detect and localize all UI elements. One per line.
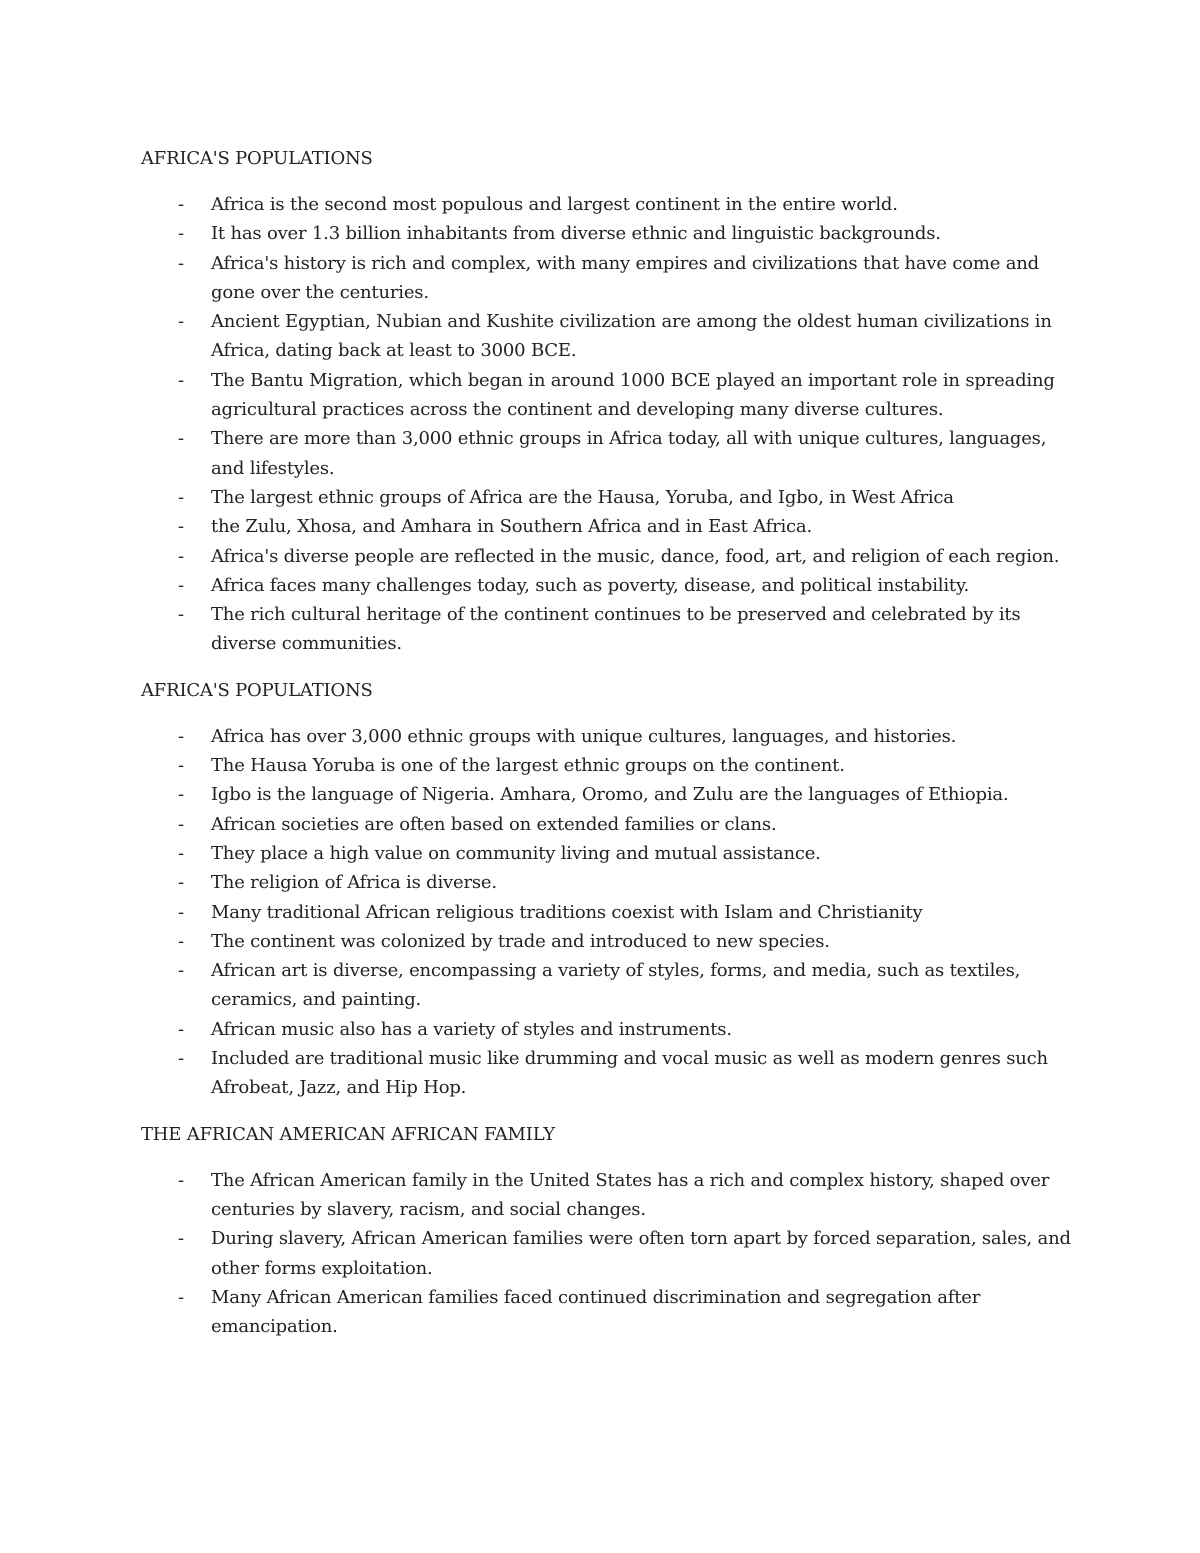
list-item-text: Africa faces many challenges today, such as poverty, disease, and political instability. bbox=[211, 574, 970, 596]
list-item-text: Igbo is the language of Nigeria. Amhara, Oromo, and Zulu are the languages of Ethiopia. bbox=[211, 784, 1009, 806]
list-item bbox=[141, 1283, 1071, 1342]
list-item-text: Africa's history is rich and complex, with many empires and civilizations that have come and gone over the centuries. bbox=[211, 252, 1039, 303]
list-item-text: During slavery, African American families were often torn apart by forced separation, sales, and other forms exploitation. bbox=[211, 1228, 1071, 1279]
list-item-text: African art is diverse, encompassing a variety of styles, forms, and media, such as textiles, ceramics, and painting. bbox=[211, 960, 1021, 1011]
list-item bbox=[141, 898, 1071, 927]
list-item-text: Included are traditional music like drumming and vocal music as well as modern genres such Afrobeat, Jazz, and Hip Hop. bbox=[211, 1048, 1048, 1099]
list-item bbox=[141, 190, 1071, 219]
bullet-dash: - bbox=[178, 930, 184, 952]
bullet-dash: - bbox=[178, 960, 184, 982]
bullet-dash: - bbox=[178, 369, 184, 391]
bullet-dash: - bbox=[178, 516, 184, 538]
list-item bbox=[141, 483, 1071, 512]
bullet-dash: - bbox=[178, 1228, 184, 1250]
list-item bbox=[141, 1166, 1071, 1225]
bullet-dash: - bbox=[178, 872, 184, 894]
bullet-dash: - bbox=[178, 574, 184, 596]
list-item bbox=[141, 1015, 1071, 1044]
list-item-text: African music also has a variety of styles and instruments. bbox=[211, 1018, 732, 1040]
list-item bbox=[141, 219, 1071, 248]
list-item bbox=[141, 1224, 1071, 1283]
list-item bbox=[141, 956, 1071, 1015]
list-item bbox=[141, 249, 1071, 308]
section-heading: THE AFRICAN AMERICAN AFRICAN FAMILY bbox=[141, 1123, 555, 1145]
list-item-text: The rich cultural heritage of the continent continues to be preserved and celebrated by its diverse communities. bbox=[211, 604, 1021, 655]
bullet-dash: - bbox=[178, 813, 184, 835]
list-item-text: The Hausa Yoruba is one of the largest ethnic groups on the continent. bbox=[211, 755, 845, 777]
list-item bbox=[141, 868, 1071, 897]
list-item bbox=[141, 542, 1071, 571]
section-heading: AFRICA'S POPULATIONS bbox=[141, 679, 373, 701]
list-item bbox=[141, 810, 1071, 839]
list-item-text: The largest ethnic groups of Africa are the Hausa, Yoruba, and Igbo, in West Africa bbox=[211, 486, 954, 508]
bullet-list bbox=[141, 190, 1071, 659]
bullet-dash: - bbox=[178, 1048, 184, 1070]
bullet-dash: - bbox=[178, 428, 184, 450]
bullet-dash: - bbox=[178, 223, 184, 245]
list-item-text: Africa has over 3,000 ethnic groups with unique cultures, languages, and histories. bbox=[211, 725, 957, 747]
bullet-dash: - bbox=[178, 901, 184, 923]
list-item-text: The religion of Africa is diverse. bbox=[211, 872, 497, 894]
list-item-text: There are more than 3,000 ethnic groups in Africa today, all with unique cultures, languages, and lifestyles. bbox=[211, 428, 1047, 479]
bullet-list bbox=[141, 722, 1071, 1103]
bullet-dash: - bbox=[178, 1018, 184, 1040]
list-item bbox=[141, 424, 1071, 483]
list-item-text: Many traditional African religious traditions coexist with Islam and Christianity bbox=[211, 901, 923, 923]
bullet-dash: - bbox=[178, 1169, 184, 1191]
bullet-dash: - bbox=[178, 604, 184, 626]
list-item-text: They place a high value on community living and mutual assistance. bbox=[211, 842, 821, 864]
bullet-dash: - bbox=[178, 486, 184, 508]
bullet-dash: - bbox=[178, 1286, 184, 1308]
list-item bbox=[141, 751, 1071, 780]
list-item bbox=[141, 366, 1071, 425]
list-item bbox=[141, 722, 1071, 751]
list-item-text: Many African American families faced continued discrimination and segregation after emancipation. bbox=[211, 1286, 981, 1338]
bullet-dash: - bbox=[178, 784, 184, 806]
bullet-dash: - bbox=[178, 252, 184, 274]
list-item bbox=[141, 1044, 1071, 1103]
bullet-dash: - bbox=[178, 545, 184, 567]
bullet-dash: - bbox=[178, 725, 184, 747]
section-heading: AFRICA'S POPULATIONS bbox=[141, 148, 373, 169]
list-item bbox=[141, 927, 1071, 956]
list-item-text: The African American family in the United States has a rich and complex history, shaped over centuries by slavery, racism, and social changes. bbox=[211, 1169, 1050, 1220]
list-item-text: It has over 1.3 billion inhabitants from diverse ethnic and linguistic backgrounds. bbox=[211, 223, 941, 245]
list-item-text: the Zulu, Xhosa, and Amhara in Southern Africa and in East Africa. bbox=[211, 516, 812, 538]
list-item-text: African societies are often based on extended families or clans. bbox=[211, 813, 777, 835]
bullet-dash: - bbox=[178, 755, 184, 777]
list-item-text: The Bantu Migration, which began in around 1000 BCE played an important role in spreading agricultural practices across the continent and developing many diverse cultures. bbox=[211, 369, 1055, 421]
bullet-dash: - bbox=[178, 194, 184, 215]
document-body bbox=[141, 144, 1071, 1358]
bullet-dash: - bbox=[178, 842, 184, 864]
list-item bbox=[141, 839, 1071, 868]
list-item-text: The continent was colonized by trade and introduced to new species. bbox=[211, 930, 830, 952]
list-item bbox=[141, 512, 1071, 541]
list-item bbox=[141, 571, 1071, 600]
list-item bbox=[141, 600, 1071, 659]
bullet-list bbox=[141, 1166, 1071, 1342]
list-item bbox=[141, 780, 1071, 809]
list-item-text: Africa's diverse people are reflected in the music, dance, food, art, and religion of each region. bbox=[211, 545, 1060, 567]
list-item-text: Africa is the second most populous and largest continent in the entire world. bbox=[211, 194, 898, 215]
bullet-dash: - bbox=[178, 311, 184, 333]
list-item-text: Ancient Egyptian, Nubian and Kushite civilization are among the oldest human civilizations in Africa, dating back at least to 3000 BCE. bbox=[211, 311, 1052, 362]
list-item bbox=[141, 307, 1071, 366]
